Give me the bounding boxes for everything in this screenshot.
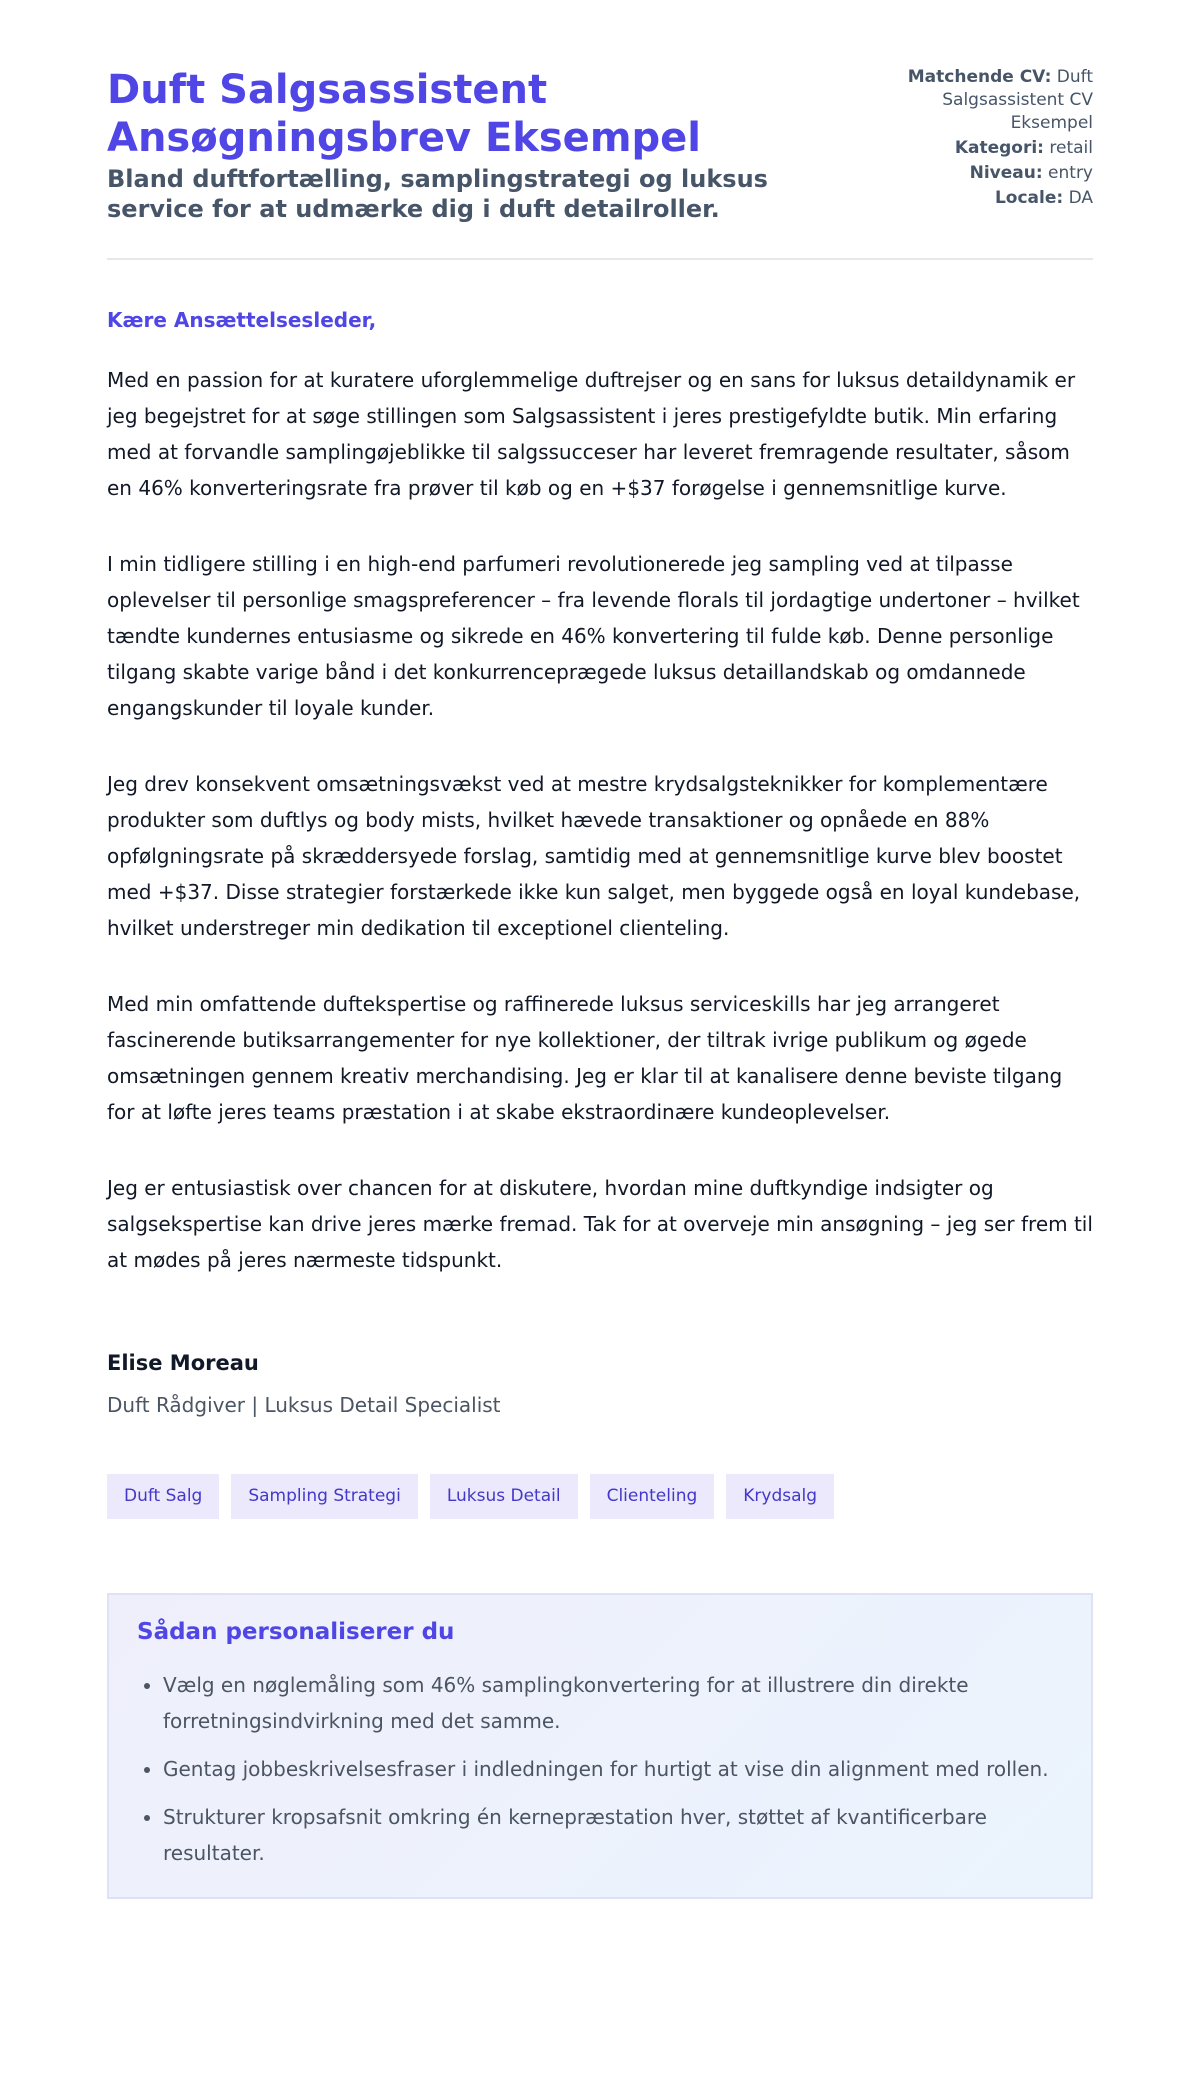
salutation: Kære Ansættelsesleder,: [107, 308, 377, 332]
signature-name: Elise Moreau: [107, 1351, 259, 1375]
meta-category: [863, 137, 1093, 160]
skill-tag: Clienteling: [590, 1474, 715, 1519]
skill-tags: [107, 1474, 1093, 1519]
page-header: [107, 66, 1093, 260]
personalization-tips-box: [107, 1593, 1093, 1899]
meta-matching-cv: [863, 66, 1093, 135]
cover-letter-page: [107, 0, 1093, 1899]
meta-label: Locale:: [994, 188, 1064, 208]
meta-label: Matchende CV:: [907, 67, 1052, 87]
tip-item: • Gentag jobbeskrivelsesfraser i indledningen for hurtigt at vise din alignment med rollen.: [163, 1751, 1063, 1787]
signature-title: Duft Rådgiver | Luksus Detail Specialist: [107, 1393, 501, 1417]
letter-paragraph: Med en passion for at kuratere uforglemmelige duftrejser og en sans for luksus detaildynamik er jeg begejstret for at søge stillingen som Salgsassistent i jeres prestigefyldte butik. Min erfaring med at forvandle samplingøjeblikke til salgssucceser har leveret fremragende resultater, såsom en 46% konverteringsrate fra prøver til køb og en +$37 forøgelse i gennemsnitlige kurve.: [107, 368, 1076, 500]
skill-tag: Krydsalg: [726, 1474, 834, 1519]
skill-tag: Sampling Strategi: [231, 1474, 417, 1519]
tip-item: • Vælg en nøglemåling som 46% samplingkonvertering for at illustrere din direkte forretningsindvirkning med det samme.: [163, 1667, 1063, 1739]
tips-title: Sådan personaliserer du: [137, 1619, 455, 1645]
page-subtitle: Bland duftfortælling, samplingstrategi og luksus service for at udmærke dig i duft detailroller.: [107, 165, 768, 223]
meta-value: retail: [1049, 138, 1093, 158]
letter-paragraph: Jeg er entusiastisk over chancen for at diskutere, hvordan mine duftkyndige indsigter og salgsekspertise kan drive jeres mærke fremad. Tak for at overveje min ansøgning – jeg ser frem til at mødes på jeres nærmeste tidspunkt.: [107, 1176, 1093, 1272]
meta-panel: [863, 66, 1093, 212]
meta-level: [863, 162, 1093, 185]
page-title: Duft Salgsassistent Ansøgningsbrev Eksempel: [107, 67, 701, 161]
meta-locale: [863, 187, 1093, 210]
letter-paragraph: Jeg drev konsekvent omsætningsvækst ved at mestre krydsalgsteknikker for komplementære produkter som duftlys og body mists, hvilket hævede transaktioner og opnåede en 88% opfølgningsrate på skræddersyede forslag, samtidig med at gennemsnitlige kurve blev boostet med +$37. Disse strategier forstærkede ikke kun salget, men byggede også en loyal kundebase, hvilket understreger min dedikation til exceptionel clienteling.: [107, 772, 1081, 940]
tip-item: • Strukturer kropsafsnit omkring én kernepræstation hver, støttet af kvantificerbare resultater.: [163, 1799, 1063, 1871]
signature: [107, 1350, 1093, 1418]
skill-tag: Duft Salg: [107, 1474, 219, 1519]
letter-paragraph: Med min omfattende duftekspertise og raffinerede luksus serviceskills har jeg arrangeret fascinerende butiksarrangementer for nye kollektioner, der tiltrak ivrige publikum og øgede omsætningen gennem kreativ merchandising. Jeg er klar til at kanalisere denne beviste tilgang for at løfte jeres teams præstation i at skabe ekstraordinære kundeoplevelser.: [107, 992, 1063, 1124]
tips-list: [137, 1667, 1063, 1871]
header-titles: [107, 66, 863, 224]
meta-value: Duft Salgsassistent CV Eksempel: [942, 67, 1093, 133]
meta-value: DA: [1068, 188, 1093, 208]
meta-label: Niveau:: [969, 163, 1043, 183]
letter-paragraph: I min tidligere stilling i en high-end parfumeri revolutionerede jeg sampling ved at tilpasse oplevelser til personlige smagspreferencer – fra levende florals til jordagtige undertoner – hvilket tændte kundernes entusiasme og sikrede en 46% konvertering til fulde køb. Denne personlige tilgang skabte varige bånd i det konkurrenceprægede luksus detaillandskab og omdannede engangskunder til loyale kunder.: [107, 552, 1080, 720]
letter-body: [107, 260, 1093, 1278]
skill-tag: Luksus Detail: [430, 1474, 578, 1519]
meta-value: entry: [1048, 163, 1093, 183]
meta-label: Kategori:: [954, 138, 1044, 158]
